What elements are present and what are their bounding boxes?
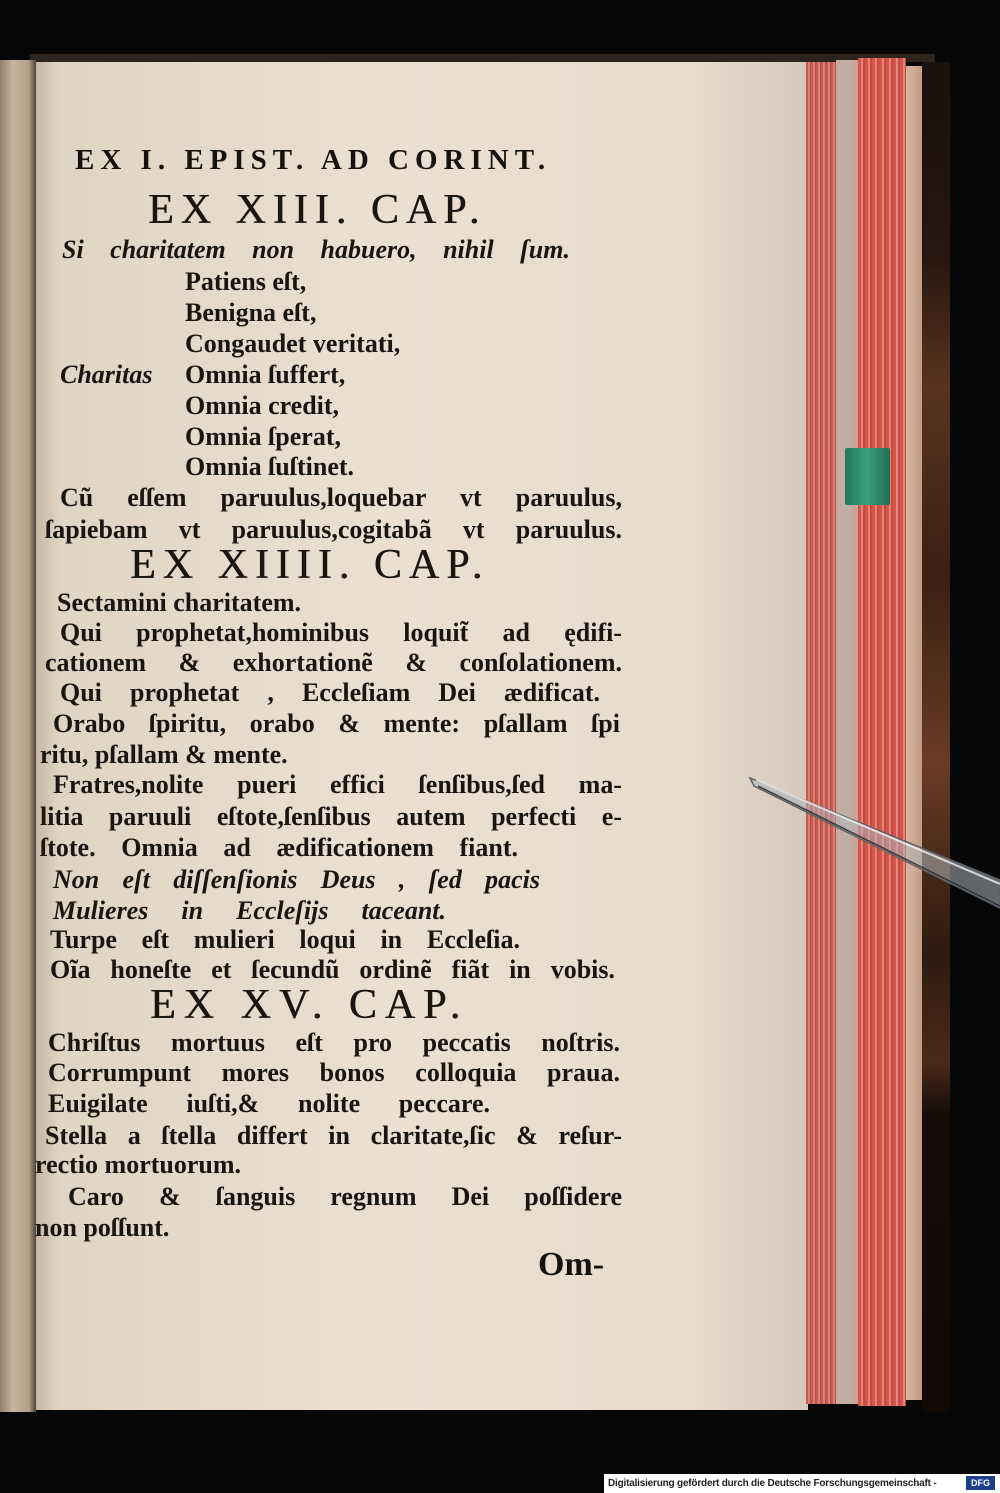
- text-line: cationem & exhortationẽ & conſolationem.: [45, 648, 622, 677]
- dfg-logo: DFG: [966, 1476, 995, 1490]
- text-line: Orabo ſpiritu, orabo & mente: pſallam ſpi: [53, 709, 620, 738]
- catchword: Om-: [538, 1246, 605, 1283]
- text-line: Cũ eſſem paruulus,loquebar vt paruulus,: [60, 483, 622, 512]
- text-line: Non eſt diſſenſionis Deus , ſed pacis: [53, 865, 540, 894]
- fore-edge-paper-band: [836, 60, 858, 1404]
- text-line: ſtote. Omnia ad ædificationem fiant.: [40, 833, 518, 862]
- text-line: Si charitatem non habuero, nihil ſum.: [62, 235, 570, 264]
- text-line: Omnia ſperat,: [185, 422, 341, 451]
- text-line: Congaudet veritati,: [185, 329, 401, 358]
- book-cover-side: [922, 62, 950, 1412]
- fore-edge-red-outer: [806, 62, 836, 1404]
- text-line: Oĩa honeſte et ſecundũ ordinẽ fiãt in vobis.: [50, 955, 615, 984]
- text-line: Fratres,nolite pueri effici ſenſibus,ſed ma-: [53, 770, 622, 799]
- fore-edge-red-inner: [858, 58, 906, 1406]
- facing-page-edge: [0, 60, 36, 1412]
- text-line: ritu, pſallam & mente.: [40, 740, 288, 769]
- chapter-heading: EX XIII. CAP.: [148, 187, 487, 233]
- text-line: Caro & ſanguis regnum Dei poſſidere: [68, 1182, 622, 1211]
- text-line: Qui prophetat,hominibus loquit̃ ad ędifi-: [60, 618, 622, 647]
- text-line: Chriſtus mortuus eſt pro peccatis noſtris.: [48, 1028, 620, 1057]
- text-line: Mulieres in Eccleſijs taceant.: [53, 896, 446, 925]
- text-line: Qui prophetat , Eccleſiam Dei ædificat.: [60, 678, 600, 707]
- glass-pointer-rod: [740, 770, 1000, 915]
- margin-label-charitas: Charitas: [60, 360, 153, 389]
- running-head: EX I. EPIST. AD CORINT.: [75, 144, 552, 176]
- text-line: Patiens eſt,: [185, 267, 307, 296]
- book-cover-top-edge: [30, 54, 935, 62]
- footer-credit-text: Digitalisierung gefördert durch die Deutsche Forschungsgemeinschaft -: [608, 1478, 937, 1489]
- text-line: Omnia credit,: [185, 391, 340, 420]
- text-line: Turpe eſt mulieri loqui in Eccleſia.: [50, 925, 520, 954]
- text-line: rectio mortuorum.: [35, 1150, 242, 1179]
- text-line: Corrumpunt mores bonos colloquia praua.: [48, 1058, 620, 1087]
- text-line: Omnia ſuffert,: [185, 360, 346, 389]
- text-line: Stella a ſtella differt in claritate,ſic & reſur-: [45, 1121, 622, 1150]
- fore-edge-beige-band: [906, 66, 922, 1400]
- text-line: ſapiebam vt paruulus,cogitabã vt paruulus.: [45, 515, 622, 544]
- text-line: Sectamini charitatem.: [57, 588, 302, 617]
- chapter-heading: EX XV. CAP.: [150, 982, 469, 1028]
- text-line: non poſſunt.: [35, 1213, 170, 1242]
- text-line: Omnia ſuſtinet.: [185, 452, 355, 481]
- text-line: litia paruuli eſtote,ſenſibus autem perfecti e-: [40, 802, 622, 831]
- green-bookmark-tab: [845, 448, 890, 505]
- text-line: Euigilate iuſti,& nolite peccare.: [48, 1089, 490, 1118]
- dfg-credit-footer: [604, 1474, 1000, 1493]
- text-line: Benigna eſt,: [185, 298, 317, 327]
- chapter-heading: EX XIIII. CAP.: [130, 542, 490, 588]
